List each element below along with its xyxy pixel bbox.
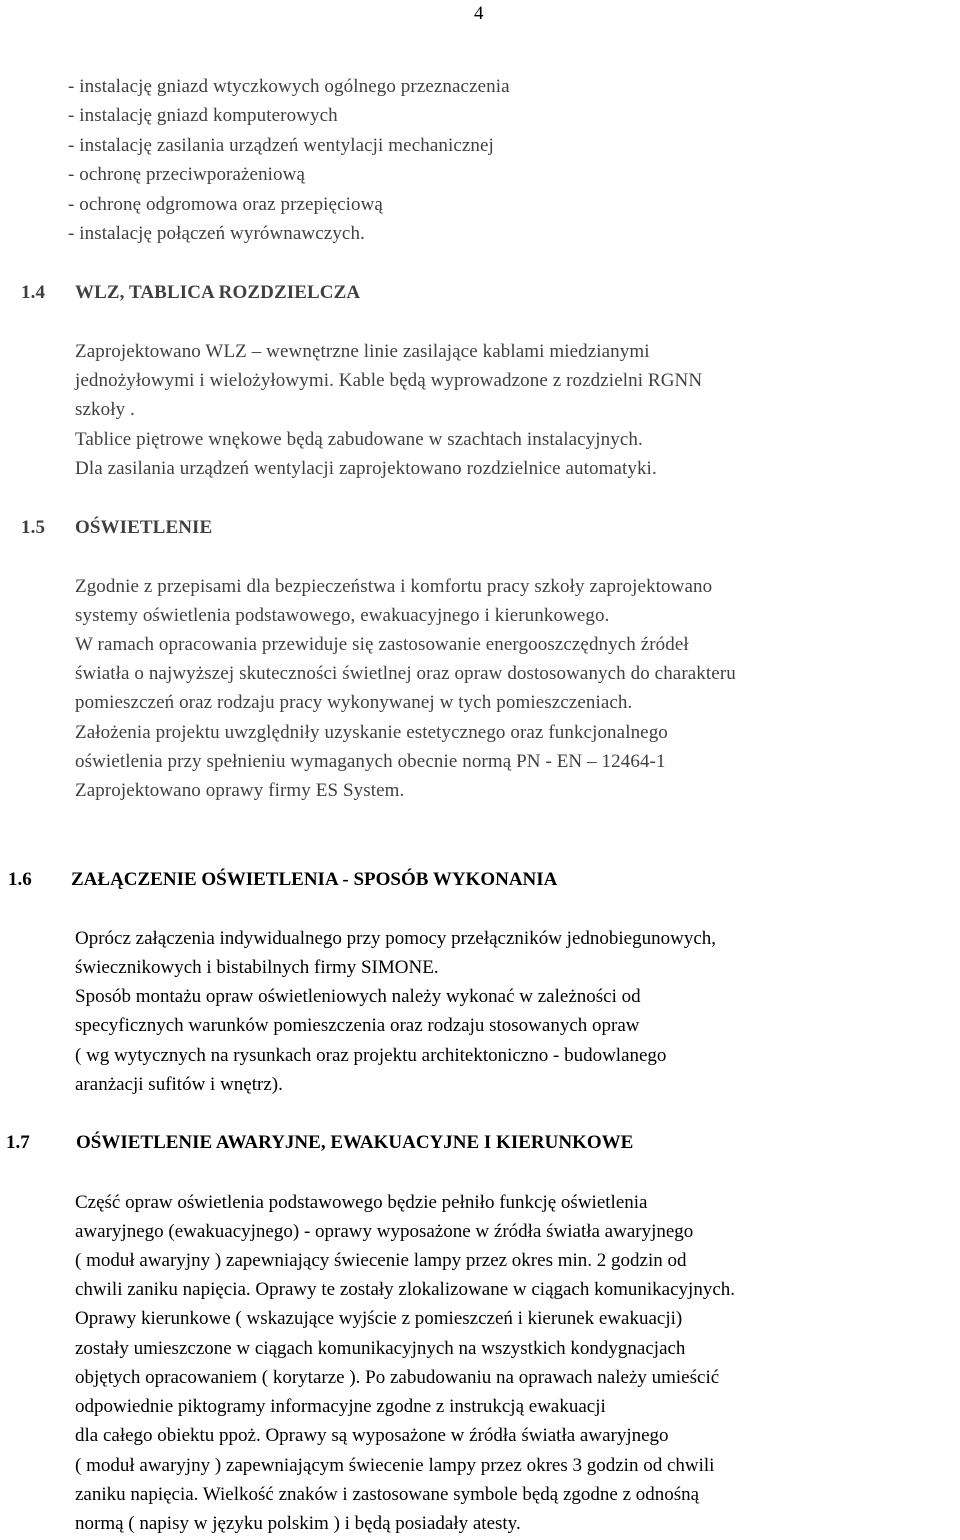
section-number: 1.5 [21, 517, 46, 538]
section-1-6-line: specyficznych warunków pomieszczenia oraz rodzaju stosowanych opraw [75, 1015, 640, 1036]
section-1-7-line: zostały umieszczone w ciągach komunikacyjnych na wszystkich kondygnacjach [75, 1338, 686, 1359]
section-1-7-line: normą ( napisy w języku polskim ) i będą posiadały atesty. [75, 1513, 521, 1534]
section-1-5-line: Zaprojektowano oprawy firmy ES System. [75, 780, 405, 801]
section-1-7-line: odpowiednie piktogramy informacyjne zgodne z instrukcją ewakuacji [75, 1396, 606, 1417]
section-1-5-line: W ramach opracowania przewiduje się zastosowanie energooszczędnych źródeł [75, 634, 689, 655]
section-1-5-line: systemy oświetlenia podstawowego, ewakuacyjnego i kierunkowego. [75, 605, 610, 626]
section-1-4-line: szkoły . [75, 399, 135, 420]
section-1-5-line: Zgodnie z przepisami dla bezpieczeństwa i komfortu pracy szkoły zaprojektowano [75, 576, 713, 597]
section-1-7-line: Część opraw oświetlenia podstawowego będzie pełniło funkcję oświetlenia [75, 1192, 648, 1213]
section-1-6-line: aranżacji sufitów i wnętrz). [75, 1074, 283, 1095]
section-1-6-line: świecznikowych i bistabilnych firmy SIMONE. [75, 957, 439, 978]
intro-list-item: - instalację połączeń wyrównawczych. [68, 223, 365, 244]
section-1-7-line: dla całego obiektu ppoż. Oprawy są wyposażone w źródła światła awaryjnego [75, 1425, 669, 1446]
section-number: 1.4 [21, 282, 46, 303]
section-1-7-line: Oprawy kierunkowe ( wskazujące wyjście z pomieszczeń i kierunek ewakuacji) [75, 1308, 683, 1329]
section-1-7-line: ( moduł awaryjny ) zapewniający świecenie lampy przez okres min. 2 godzin od [75, 1250, 687, 1271]
section-1-6-line: Sposób montażu opraw oświetleniowych należy wykonać w zależności od [75, 986, 641, 1007]
section-1-4-line: jednożyłowymi i wielożyłowymi. Kable będą wyprowadzone z rozdzielni RGNN [75, 370, 703, 391]
section-title: ZAŁĄCZENIE OŚWIETLENIA - SPOSÓB WYKONANIA [71, 869, 558, 890]
section-1-4-line: Dla zasilania urządzeń wentylacji zaprojektowano rozdzielnice automatyki. [75, 458, 657, 479]
intro-list-item: - instalację zasilania urządzeń wentylacji mechanicznej [68, 135, 494, 156]
section-1-5-line: Założenia projektu uwzględniły uzyskanie estetycznego oraz funkcjonalnego [75, 722, 668, 743]
section-1-5-line: pomieszczeń oraz rodzaju pracy wykonywanej w tych pomieszczeniach. [75, 692, 633, 713]
section-1-6-line: ( wg wytycznych na rysunkach oraz projektu architektoniczno - budowlanego [75, 1045, 667, 1066]
section-1-6-line: Oprócz załączenia indywidualnego przy pomocy przełączników jednobiegunowych, [75, 928, 716, 949]
intro-list-item: - ochronę przeciwporażeniową [68, 164, 306, 185]
section-title: WLZ, TABLICA ROZDZIELCZA [75, 282, 361, 303]
page-number: 4 [474, 3, 484, 24]
intro-list-item: - instalację gniazd komputerowych [68, 105, 338, 126]
section-1-5-line: światła o najwyższej skuteczności świetlnej oraz opraw dostosowanych do charakteru [75, 663, 736, 684]
section-number: 1.7 [6, 1132, 30, 1153]
section-1-7-line: objętych opracowaniem ( korytarze ). Po zabudowaniu na oprawach należy umieścić [75, 1367, 720, 1388]
section-number: 1.6 [8, 869, 32, 890]
section-1-7-line: awaryjnego (ewakuacyjnego) - oprawy wyposażone w źródła światła awaryjnego [75, 1221, 694, 1242]
section-1-7-line: ( moduł awaryjny ) zapewniającym świecenie lampy przez okres 3 godzin od chwili [75, 1455, 715, 1476]
section-1-5-line: oświetlenia przy spełnieniu wymaganych obecnie normą PN - EN – 12464-1 [75, 751, 666, 772]
intro-list-item: - ochronę odgromowa oraz przepięciową [68, 194, 383, 215]
intro-list-item: - instalację gniazd wtyczkowych ogólnego przeznaczenia [68, 76, 510, 97]
section-title: OŚWIETLENIE [75, 517, 213, 538]
section-1-7-line: zaniku napięcia. Wielkość znaków i zastosowane symbole będą zgodne z odnośną [75, 1484, 700, 1505]
section-1-4-line: Zaprojektowano WLZ – wewnętrzne linie zasilające kablami miedzianymi [75, 341, 650, 362]
section-title: OŚWIETLENIE AWARYJNE, EWAKUACYJNE I KIERUNKOWE [76, 1132, 634, 1153]
section-1-7-line: chwili zaniku napięcia. Oprawy te zostały zlokalizowane w ciągach komunikacyjnych. [75, 1279, 735, 1300]
section-1-4-line: Tablice piętrowe wnękowe będą zabudowane w szachtach instalacyjnych. [75, 429, 643, 450]
